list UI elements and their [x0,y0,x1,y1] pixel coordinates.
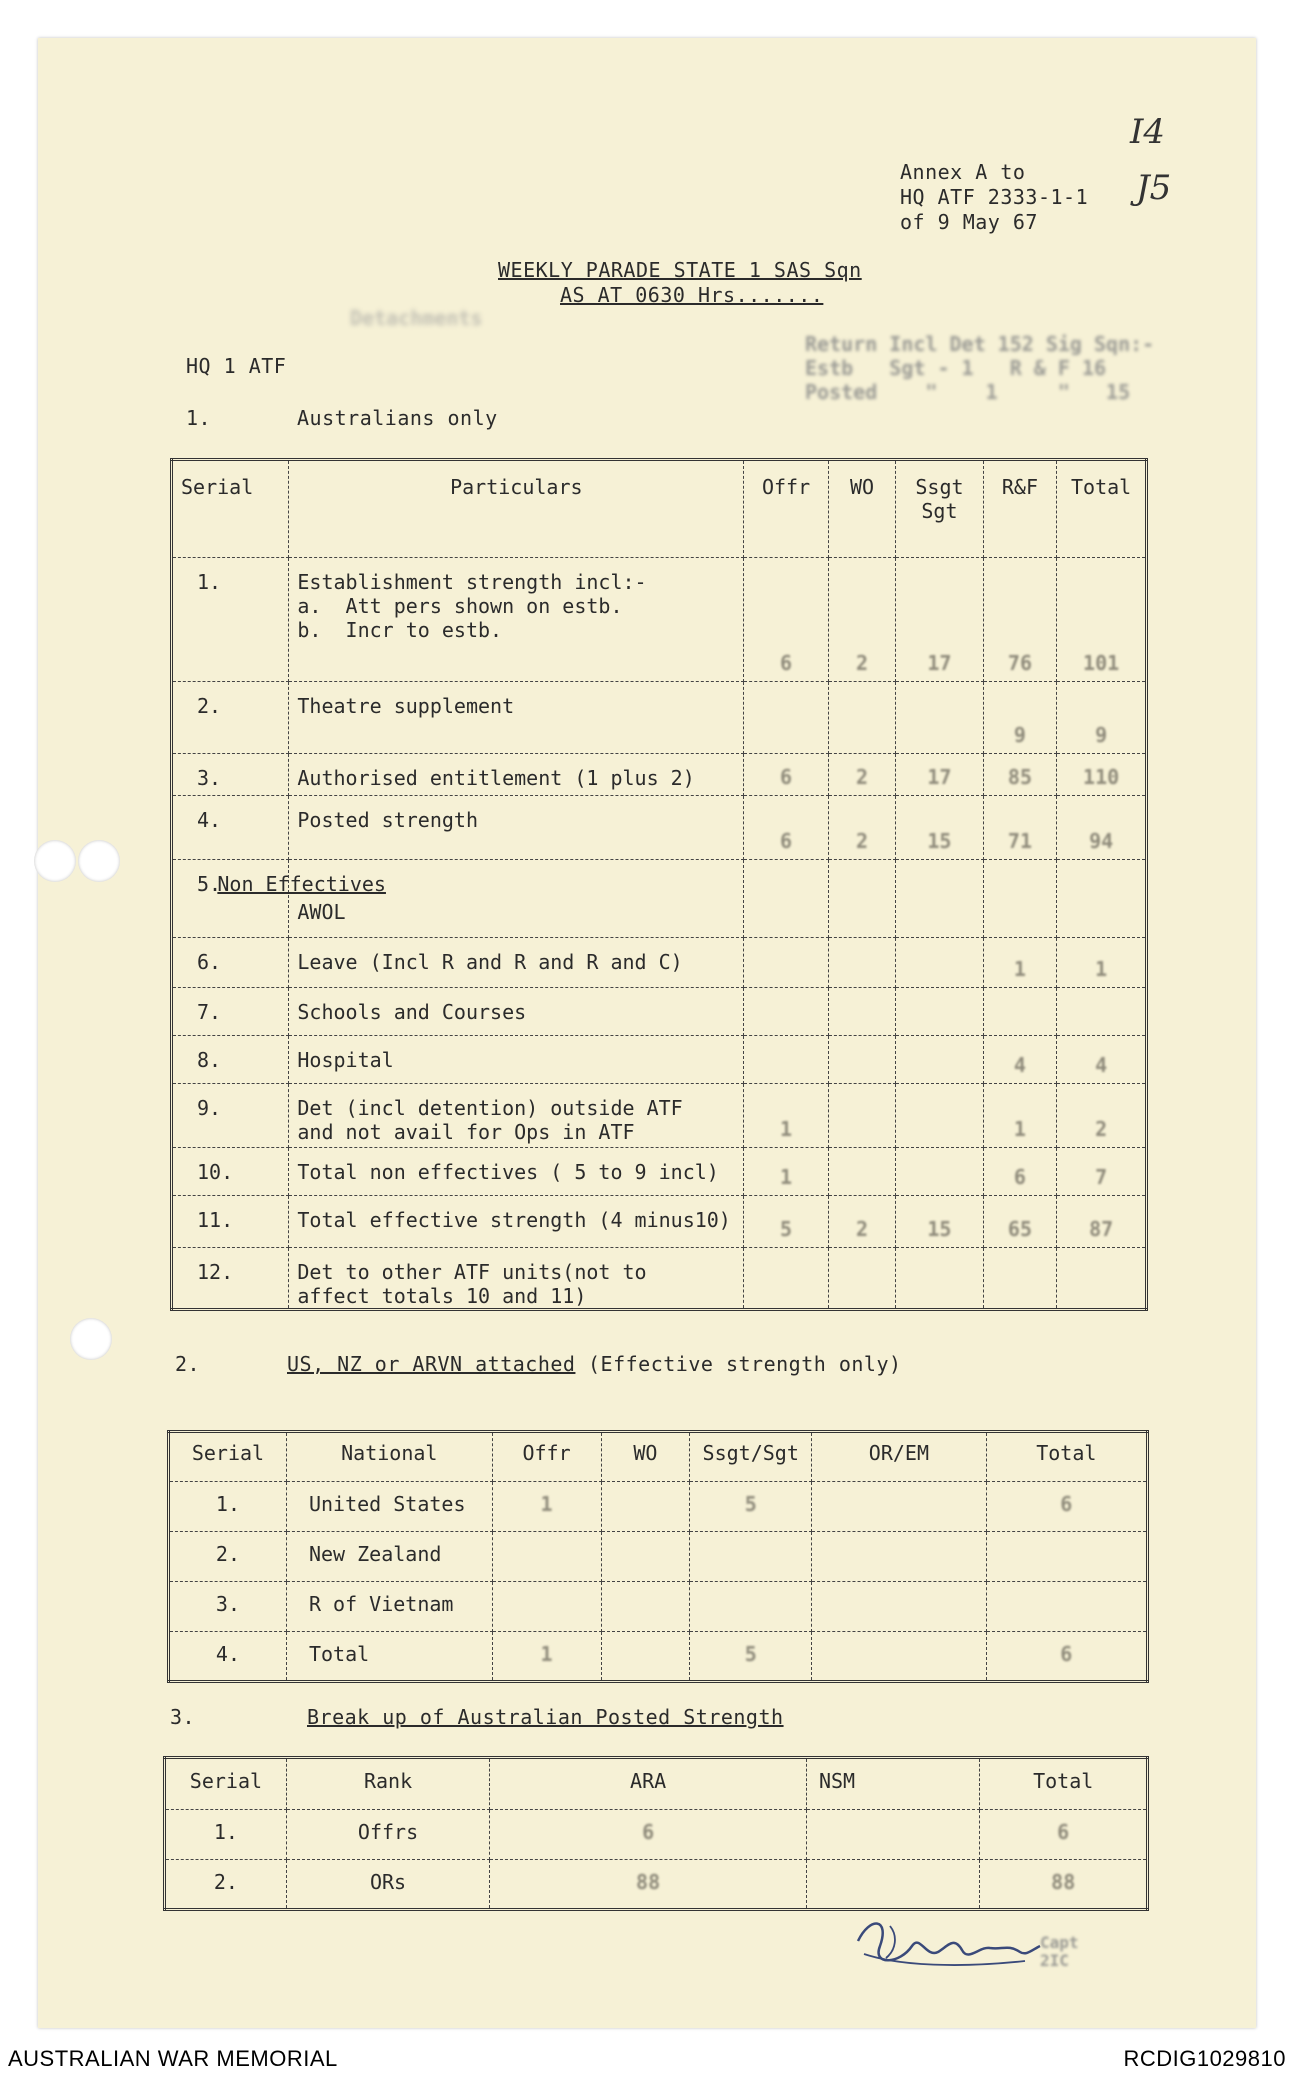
section-heading [287,1352,902,1376]
row-serial: 9. [172,1084,289,1148]
particulars-text: Theatre supplement [297,694,515,718]
value-total: 6 [986,1632,1147,1682]
value-wo [828,1248,895,1310]
particulars-text: Establishment strength incl:- a. Att pers shown on estb. b. Incr to estb. [297,570,647,642]
total-header: Total [986,1432,1147,1482]
table-row [172,754,1147,796]
row-particulars [289,682,744,754]
row-serial: 4. [172,796,289,860]
particulars-text: Authorised entitlement (1 plus 2) [297,766,695,790]
value-ssgt [896,988,983,1036]
value-rf: 1 [983,1084,1057,1148]
row-serial: 4. [169,1632,287,1682]
value-total [1057,988,1147,1036]
australians-table [170,458,1148,1311]
value-rf: 9 [983,682,1057,754]
value-ssgt [690,1532,812,1582]
row-serial: 10. [172,1148,289,1196]
table-row [169,1582,1148,1632]
value-rf: 1 [983,938,1057,988]
value-or [812,1632,986,1682]
wo-header: WO [601,1432,690,1482]
value-total: 2 [1057,1084,1147,1148]
unit-label: HQ 1 ATF [186,354,287,378]
row-particulars [289,1196,744,1248]
or-header: OR/EM [812,1432,986,1482]
value-offr: 1 [492,1632,601,1682]
value-total: 7 [1057,1148,1147,1196]
value-wo [601,1482,690,1532]
value-ssgt: 17 [896,558,983,682]
table-row [172,1196,1147,1248]
value-ssgt [896,1248,983,1310]
bleed-through-line: Posted " 1 " 15 [805,380,1131,404]
value-wo [828,1148,895,1196]
value-wo [828,988,895,1036]
table-row [172,938,1147,988]
value-wo: 2 [828,796,895,860]
table-row [172,860,1147,938]
value-wo: 2 [828,754,895,796]
rf-header: R&F [983,460,1057,558]
annex-date: of 9 May 67 [900,210,1038,234]
archive-footer-right: RCDIG1029810 [1123,2046,1286,2071]
table-row [165,1860,1148,1910]
row-particulars [289,796,744,860]
particulars-text: AWOL [297,900,346,924]
value-rf [983,860,1057,938]
signature [850,1906,1050,1986]
annex-line: Annex A to [900,160,1026,184]
row-serial: 5. [172,860,289,938]
value-offr: 6 [744,754,829,796]
non-effectives-subheading: Non Effectives [217,872,386,896]
serial-header: Serial [172,460,289,558]
value-wo [828,1036,895,1084]
value-total [1057,1248,1147,1310]
value-offr: 1 [744,1084,829,1148]
serial-header: Serial [165,1758,287,1810]
value-wo [601,1582,690,1632]
table-row [172,988,1147,1036]
table-row [172,558,1147,682]
handwritten-folio: I4 [1130,112,1166,152]
section-number: 1. [186,406,212,430]
value-nsm [806,1860,979,1910]
table-row [165,1810,1148,1860]
table-row [172,1084,1147,1148]
row-particulars [289,1084,744,1148]
value-offr: 1 [744,1148,829,1196]
table-row [172,796,1147,860]
ssgt-header: Ssgt/Sgt [690,1432,812,1482]
row-rank: Offrs [286,1810,489,1860]
value-wo: 2 [828,1196,895,1248]
row-serial: 3. [172,754,289,796]
handwritten-folio: J5 [1136,168,1172,208]
value-ssgt: 17 [896,754,983,796]
document-title: WEEKLY PARADE STATE 1 SAS Sqn [498,258,862,282]
total-header: Total [980,1758,1148,1810]
value-total [1057,860,1147,938]
row-serial: 2. [172,682,289,754]
ssgt-header: Ssgt Sgt [896,460,983,558]
table-row [172,1148,1147,1196]
row-serial: 3. [169,1582,287,1632]
particulars-text: Schools and Courses [297,1000,527,1024]
value-offr: 5 [744,1196,829,1248]
punch-hole [78,840,120,882]
value-ara: 6 [490,1810,807,1860]
value-rf: 85 [983,754,1057,796]
particulars-text: Total effective strength (4 minus10) [297,1208,731,1232]
section-number: 2. [175,1352,201,1376]
row-serial: 8. [172,1036,289,1084]
bleed-through-line: Return Incl Det 152 Sig Sqn:- [805,332,1155,356]
table-header-row [172,460,1147,558]
section-heading-underlined: US, NZ or ARVN attached [287,1352,576,1376]
value-ssgt [896,938,983,988]
value-total: 88 [980,1860,1148,1910]
row-particulars [289,754,744,796]
value-ssgt [896,1148,983,1196]
national-header: National [286,1432,492,1482]
value-total: 110 [1057,754,1147,796]
value-rf: 76 [983,558,1057,682]
table-header-row [165,1758,1148,1810]
table-row [172,1036,1147,1084]
row-serial: 11. [172,1196,289,1248]
value-or [812,1482,986,1532]
table-row [169,1532,1148,1582]
value-ssgt [896,1036,983,1084]
value-ssgt [896,1084,983,1148]
archive-footer-left: AUSTRALIAN WAR MEMORIAL [8,2046,338,2071]
particulars-header: Particulars [289,460,744,558]
value-total: 101 [1057,558,1147,682]
table-row [169,1482,1148,1532]
particulars-text: Hospital [297,1048,394,1072]
value-total [986,1532,1147,1582]
row-national: Total [286,1632,492,1682]
signature-rank: Capt 2IC [1040,1933,1079,1970]
rank-header: Rank [286,1758,489,1810]
bleed-through-line: Estb Sgt - 1 R & F 16 [805,356,1107,380]
value-rf [983,988,1057,1036]
value-rf: 6 [983,1148,1057,1196]
particulars-text: Det (incl detention) outside ATF and not avail for Ops in ATF [297,1096,683,1144]
row-national: New Zealand [286,1532,492,1582]
offr-header: Offr [744,460,829,558]
value-ssgt: 15 [896,796,983,860]
value-total: 94 [1057,796,1147,860]
posted-strength-table [163,1756,1149,1911]
value-total: 87 [1057,1196,1147,1248]
punch-hole [34,840,76,882]
value-offr: 6 [744,558,829,682]
row-serial: 1. [165,1810,287,1860]
value-ssgt [896,860,983,938]
serial-header: Serial [169,1432,287,1482]
value-rf: 4 [983,1036,1057,1084]
row-national: United States [286,1482,492,1532]
row-serial: 6. [172,938,289,988]
row-particulars [289,938,744,988]
value-ara: 88 [490,1860,807,1910]
value-offr [744,860,829,938]
row-particulars [289,988,744,1036]
table-header-row [169,1432,1148,1482]
value-rf: 71 [983,796,1057,860]
ara-header: ARA [490,1758,807,1810]
row-serial: 12. [172,1248,289,1310]
value-ssgt [896,682,983,754]
value-or [812,1532,986,1582]
row-particulars [217,860,744,938]
value-wo [828,1084,895,1148]
value-offr: 6 [744,796,829,860]
particulars-text: Total non effectives ( 5 to 9 incl) [297,1160,719,1184]
value-offr [744,682,829,754]
value-offr [744,988,829,1036]
value-total: 1 [1057,938,1147,988]
value-offr: 1 [492,1482,601,1532]
section-heading: Australians only [297,406,498,430]
value-wo [601,1632,690,1682]
row-serial: 1. [172,558,289,682]
value-ssgt: 5 [690,1632,812,1682]
offr-header: Offr [492,1432,601,1482]
row-national: R of Vietnam [286,1582,492,1632]
value-offr [492,1532,601,1582]
attached-table [167,1430,1149,1683]
section-heading: Break up of Australian Posted Strength [307,1705,784,1729]
particulars-text: Leave (Incl R and R and R and C) [297,950,683,974]
value-ssgt [690,1582,812,1632]
value-nsm [806,1810,979,1860]
value-wo [828,860,895,938]
document-subtitle: AS AT 0630 Hrs....... [560,283,824,307]
value-offr [492,1582,601,1632]
row-particulars [289,1148,744,1196]
value-or [812,1582,986,1632]
total-header: Total [1057,460,1147,558]
table-row [169,1632,1148,1682]
wo-header: WO [828,460,895,558]
punch-hole [70,1318,112,1360]
value-wo: 2 [828,558,895,682]
row-particulars [289,558,744,682]
value-offr [744,1036,829,1084]
particulars-text: Det to other ATF units(not to affect totals 10 and 11) [297,1260,647,1308]
row-serial: 1. [169,1482,287,1532]
value-wo [828,938,895,988]
value-total: 6 [980,1810,1148,1860]
row-serial: 2. [169,1532,287,1582]
value-total: 4 [1057,1036,1147,1084]
row-particulars [289,1248,744,1310]
table-row [172,1248,1147,1310]
value-offr [744,938,829,988]
section-number: 3. [170,1705,196,1729]
value-rf: 65 [983,1196,1057,1248]
row-rank: ORs [286,1860,489,1910]
value-total: 6 [986,1482,1147,1532]
value-total [986,1582,1147,1632]
row-serial: 7. [172,988,289,1036]
value-wo [601,1532,690,1582]
row-particulars [289,1036,744,1084]
annex-reference: HQ ATF 2333-1-1 [900,185,1089,209]
value-wo [828,682,895,754]
row-serial: 2. [165,1860,287,1910]
value-rf [983,1248,1057,1310]
section-heading-suffix: (Effective strength only) [575,1352,902,1376]
value-offr [744,1248,829,1310]
value-total: 9 [1057,682,1147,754]
table-row [172,682,1147,754]
value-ssgt: 15 [896,1196,983,1248]
bleed-through-line: Detachments [350,306,483,330]
value-ssgt: 5 [690,1482,812,1532]
nsm-header: NSM [806,1758,979,1810]
particulars-text: Posted strength [297,808,478,832]
